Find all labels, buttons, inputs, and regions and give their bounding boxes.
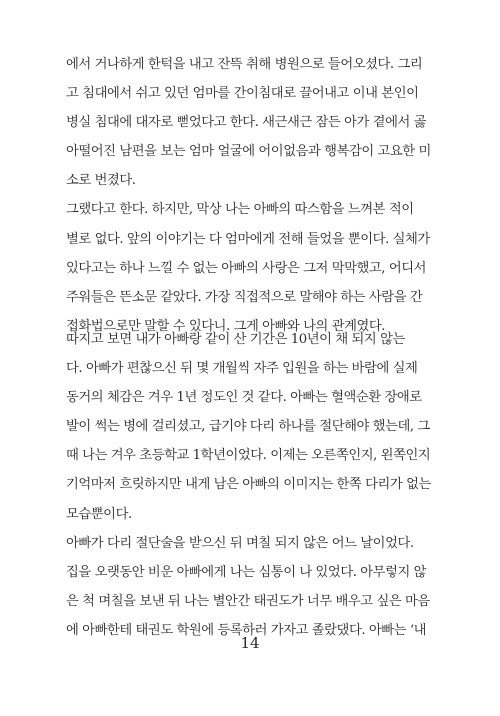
text-line: 그랬다고 한다. 하지만, 막상 나는 아빠의 따스함을 느껴본 적이	[66, 202, 414, 218]
text-line: 고 침대에서 쉬고 있던 엄마를 간이침대로 끌어내고 이내 본인이	[66, 86, 419, 102]
text-line: 별로 없다. 앞의 이야기는 다 엄마에게 전해 들었을 뿐이다. 실체가	[66, 231, 430, 247]
text-line: 에 아빠한테 태권도 학원에 등록하러 가자고 졸랐댔다. 아빠는 ‘내	[66, 622, 427, 638]
text-line: 때 나는 겨우 초등학교 1학년이었다. 이제는 오른쪽인지, 왼쪽인지	[66, 448, 431, 464]
text-block-bottom	[66, 325, 438, 645]
text-line: 동거의 체감은 겨우 1년 정도인 것 같다. 아빠는 혈액순환 장애로	[66, 390, 422, 406]
text-line: 있다고는 하나 느낄 수 없는 아빠의 사랑은 그저 막막했고, 어디서	[66, 260, 427, 276]
text-line: 모습뿐이다.	[66, 506, 132, 522]
text-line: 은 척 며칠을 보낸 뒤 나는 별안간 태권도가 너무 배우고 싶은 마음	[66, 593, 430, 609]
text-line: 발이 썩는 병에 걸리셨고, 급기야 다리 하나를 절단해야 했는데, 그	[66, 419, 430, 435]
text-line: 주워들은 뜬소문 같았다. 가장 직접적으로 말해야 하는 사람을 간	[66, 289, 423, 305]
text-line: 기억마저 흐릿하지만 내게 남은 아빠의 이미지는 한쪽 다리가 없는	[66, 477, 431, 493]
text-block-top	[66, 50, 438, 341]
text-line: 다. 아빠가 편찮으신 뒤 몇 개월씩 자주 입원을 하는 바람에 실제	[66, 361, 418, 377]
page-number: 14	[240, 634, 260, 652]
text-line: 접화법으로만 말할 수 있다니. 그게 아빠와 나의 관계였다.	[66, 318, 386, 334]
text-line: 병실 침대에 대자로 뻗었다고 한다. 새근새근 잠든 아가 곁에서 곯	[66, 115, 427, 131]
text-line: 따지고 보면 내가 아빠랑 같이 산 기간은 10년이 채 되지 않는	[66, 332, 405, 347]
text-line: 아빠가 다리 절단술을 받으신 뒤 며칠 되지 않은 어느 날이었다.	[66, 535, 414, 551]
text-line: 소로 번졌다.	[66, 173, 136, 189]
text-line: 에서 거나하게 한턱을 내고 잔뜩 취해 병원으로 들어오셨다. 그리	[66, 57, 423, 72]
text-line: 아떨어진 남편을 보는 엄마 얼굴에 어이없음과 행복감이 고요한 미	[66, 144, 431, 160]
text-line: 집을 오랫동안 비운 아빠에게 나는 심통이 나 있었다. 아무렇지 않	[66, 564, 427, 580]
